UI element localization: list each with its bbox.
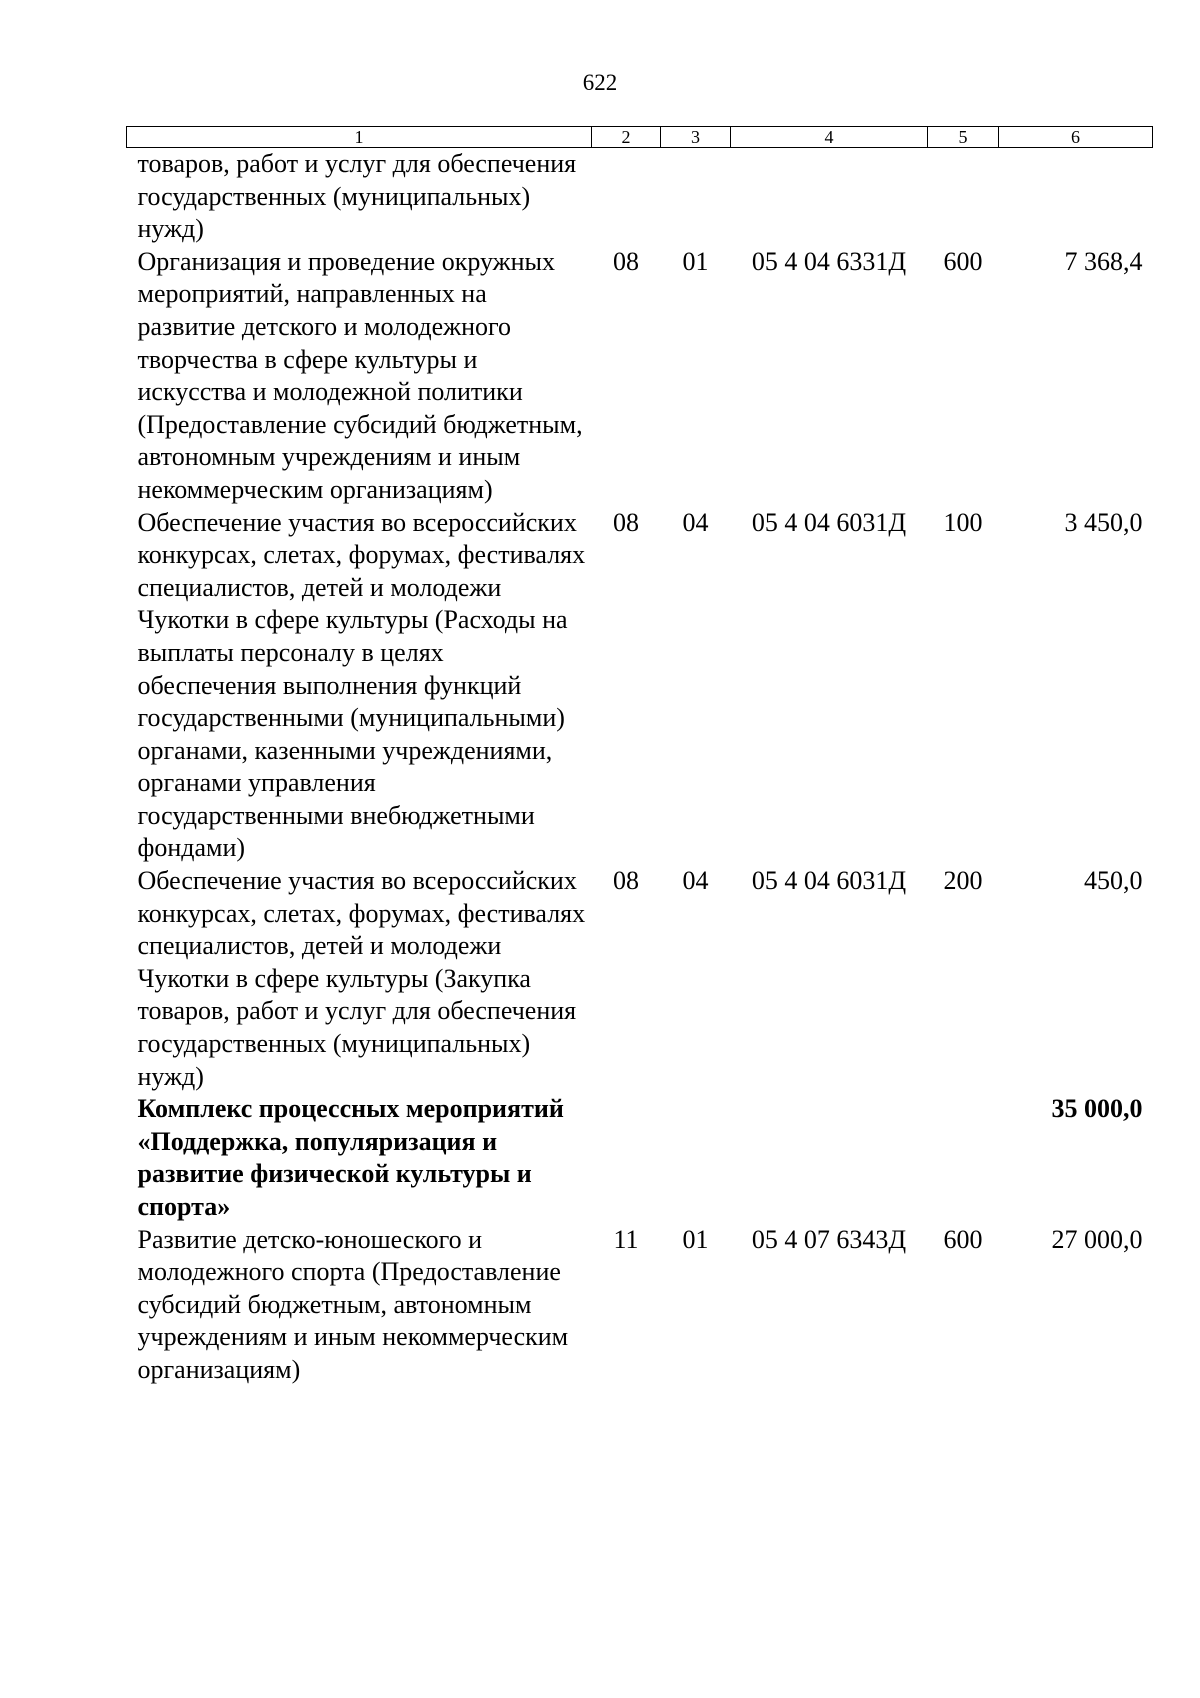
row-name: товаров, работ и услуг для обеспечения государственных (муниципальных) нужд) — [137, 149, 577, 244]
row-expense-type — [928, 148, 999, 246]
row-subsection: 04 — [682, 507, 709, 537]
column-header-6: 6 — [999, 127, 1153, 148]
row-section: 08 — [613, 866, 639, 896]
column-header-3: 3 — [661, 127, 731, 148]
row-amount: 450,0 — [1084, 866, 1143, 896]
row-name: Комплекс процессных мероприятий «Поддержка, популяризация и развитие физической культуры и спорта» — [137, 1094, 564, 1221]
row-section — [592, 1093, 661, 1223]
column-header-1: 1 — [127, 127, 592, 148]
row-section: 08 — [613, 246, 639, 276]
row-expense-type: 200 — [943, 866, 983, 896]
row-target-article: 05 4 04 6031Д — [751, 507, 907, 537]
row-amount: 27 000,0 — [1051, 1224, 1143, 1254]
table-row — [127, 1224, 1153, 1387]
table-row — [127, 507, 1153, 866]
row-target-article — [731, 1093, 928, 1223]
row-expense-type: 600 — [943, 1224, 983, 1254]
budget-table — [126, 126, 1153, 1387]
row-expense-type: 600 — [943, 246, 983, 276]
row-name: Обеспечение участия во всероссийских конкурсах, слетах, форумах, фестивалях специалистов, детей и молодежи Чукотки в сфере культуры (Закупка товаров, работ и услуг для обеспечения государственных (муниципальных) нужд) — [137, 866, 586, 1091]
row-amount: 3 450,0 — [1064, 507, 1143, 537]
row-section — [592, 148, 661, 246]
row-target-article: 05 4 04 6331Д — [751, 246, 907, 276]
row-amount: 35 000,0 — [1051, 1094, 1143, 1124]
table-row — [127, 865, 1153, 1093]
page-number: 622 — [582, 70, 618, 95]
row-amount: 7 368,4 — [1064, 246, 1143, 276]
column-number-header-row — [127, 127, 1153, 148]
table-row-program-total — [127, 1093, 1153, 1223]
row-target-article: 05 4 07 6343Д — [751, 1224, 907, 1254]
row-subsection: 01 — [682, 246, 709, 276]
table-row — [127, 148, 1153, 246]
row-section: 08 — [613, 507, 639, 537]
row-expense-type — [928, 1093, 999, 1223]
row-name: Обеспечение участия во всероссийских конкурсах, слетах, форумах, фестивалях специалистов, детей и молодежи Чукотки в сфере культуры (Расходы на выплаты персоналу в целях обеспечения выполнения функций государственными (муниципальными) органами, казенными учреждениями, органами управления государственными внебюджетными фондами) — [137, 507, 586, 863]
row-target-article — [731, 148, 928, 246]
column-header-4: 4 — [731, 127, 928, 148]
row-subsection — [661, 1093, 731, 1223]
row-subsection — [661, 148, 731, 246]
row-target-article: 05 4 04 6031Д — [751, 866, 907, 896]
row-subsection: 04 — [682, 866, 709, 896]
column-header-2: 2 — [592, 127, 661, 148]
row-name: Развитие детско-юношеского и молодежного спорта (Предоставление субсидий бюджетным, автономным учреждениям и иным некоммерческим организациям) — [137, 1224, 569, 1384]
row-subsection: 01 — [682, 1224, 709, 1254]
row-name: Организация и проведение окружных мероприятий, направленных на развитие детского и молодежного творчества в сфере культуры и искусства и молодежной политики (Предоставление субсидий бюджетным, автономным учреждениям и иным некоммерческим организациям) — [137, 246, 583, 504]
row-amount — [999, 148, 1153, 246]
column-header-5: 5 — [928, 127, 999, 148]
row-section: 11 — [613, 1224, 639, 1254]
table-row — [127, 246, 1153, 507]
row-expense-type: 100 — [943, 507, 983, 537]
